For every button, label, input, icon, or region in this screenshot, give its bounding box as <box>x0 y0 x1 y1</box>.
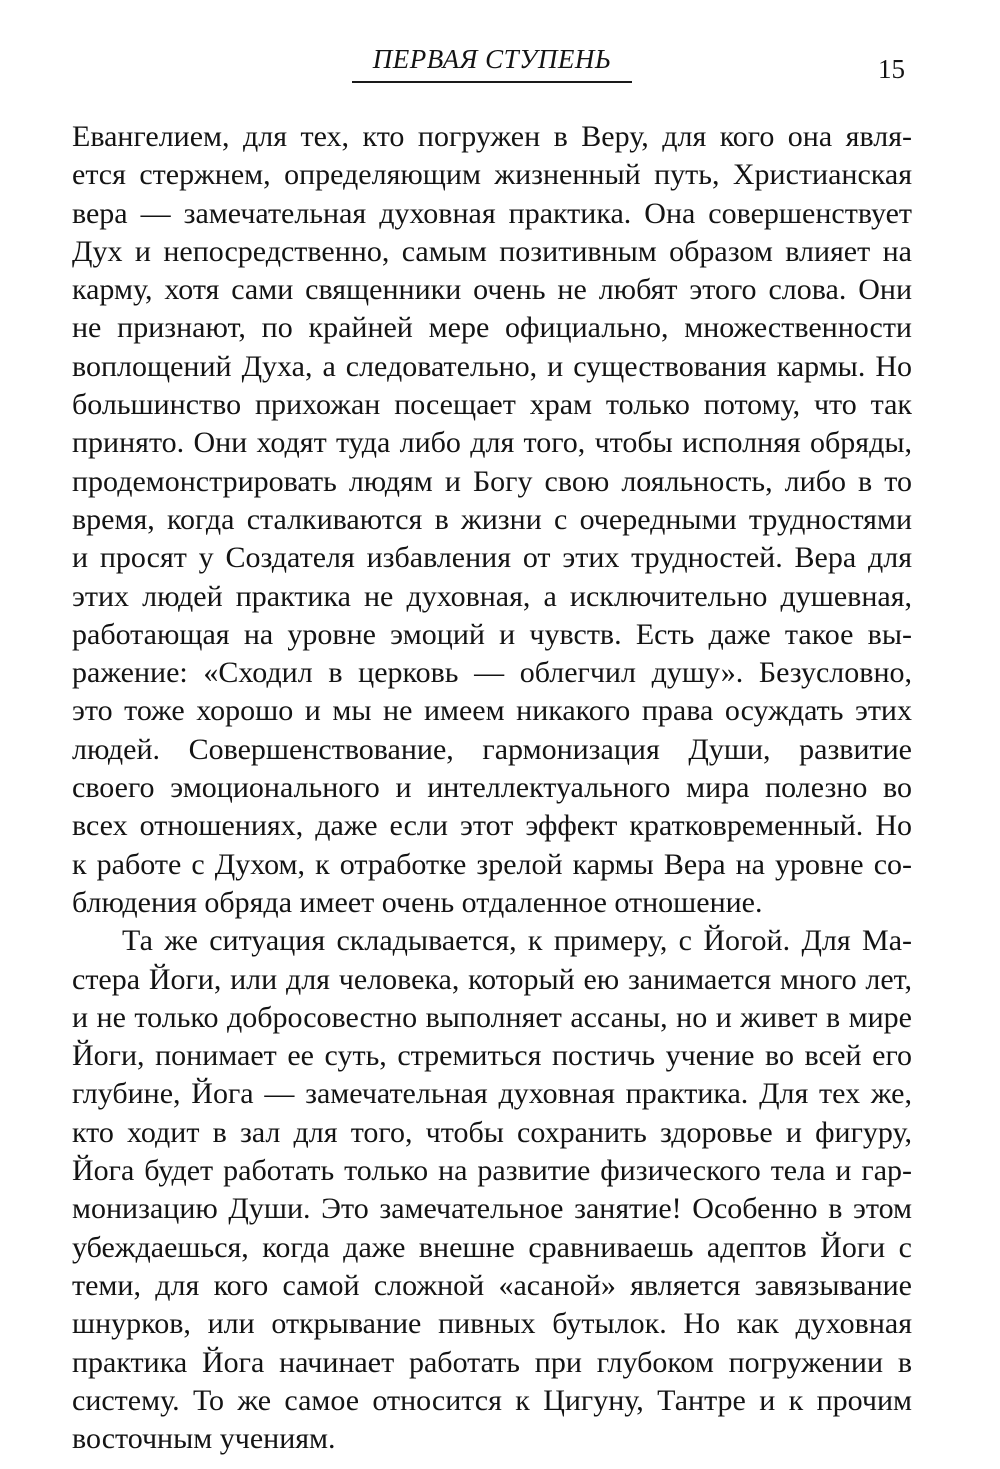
text-line: Дух и непосредственно, самым позитивным образом влияет на <box>72 234 912 268</box>
text-line: продемонстрировать людям и Богу свою лояльность, либо в то <box>72 464 912 498</box>
text-line: кто ходит в зал для того, чтобы сохранить здоровье и фигуру, <box>72 1115 912 1149</box>
text-line: людей. Совершенствование, гармонизация Души, развитие <box>72 732 912 766</box>
text-line: Евангелием, для тех, кто погружен в Веру, для кого она явля- <box>72 120 912 153</box>
text-line: восточным учениям. <box>72 1422 336 1456</box>
page-number: 15 <box>878 54 905 84</box>
text-line: Йога будет работать только на развитие физического тела и гар- <box>72 1154 912 1188</box>
text-line: монизацию Души. Это замечательное занятие! Особенно в этом <box>72 1192 912 1226</box>
paragraph-1 <box>72 118 912 922</box>
text-line: карму, хотя сами священники очень не любят этого слова. Они <box>72 273 912 307</box>
text-line: работающая на уровне эмоций и чувств. Есть даже такое вы- <box>72 617 912 651</box>
text-line: вера — замечательная духовная практика. Она совершенствует <box>72 196 912 230</box>
text-line: время, когда сталкиваются в жизни с очередными трудностями <box>72 502 912 536</box>
text-line: к работе с Духом, к отработке зрелой кармы Вера на уровне со- <box>72 847 912 881</box>
body-text <box>72 118 912 1458</box>
text-line: воплощений Духа, а следовательно, и существования кармы. Но <box>72 349 912 383</box>
text-line: стера Йоги, или для человека, который ею занимается много лет, <box>72 962 912 996</box>
text-line: всех отношениях, даже если этот эффект кратковременный. Но <box>72 809 912 843</box>
paragraph-2 <box>72 922 912 1458</box>
text-line: глубине, Йога — замечательная духовная практика. Для тех же, <box>72 1077 912 1111</box>
text-line: блюдения обряда имеет очень отдаленное отношение. <box>72 885 763 919</box>
text-line: не признают, по крайней мере официально, множественности <box>72 311 912 345</box>
text-line: шнурков, или открывание пивных бутылок. Но как духовная <box>72 1307 912 1341</box>
text-line: Та же ситуация складывается, к примеру, с Йогой. Для Ма- <box>122 924 912 958</box>
text-line: принято. Они ходят туда либо для того, чтобы исполняя обряды, <box>72 426 912 460</box>
text-line: и не только добросовестно выполняет ассаны, но и живет в мире <box>72 1000 912 1034</box>
text-line: убеждаешься, когда даже внешне сравниваешь адептов Йоги с <box>72 1230 912 1264</box>
text-line: и просят у Создателя избавления от этих трудностей. Вера для <box>72 541 912 575</box>
text-line: этих людей практика не духовная, а исключительно душевная, <box>72 579 912 613</box>
running-title: ПЕРВАЯ СТУПЕНЬ <box>352 44 632 83</box>
text-line: систему. То же самое относится к Цигуну, Тантре и к прочим <box>72 1383 912 1417</box>
text-line: это тоже хорошо и мы не имеем никакого права осуждать этих <box>72 694 912 728</box>
text-line: теми, для кого самой сложной «асаной» является завязывание <box>72 1268 912 1302</box>
text-line: ется стержнем, определяющим жизненный путь, Христианская <box>72 158 912 192</box>
text-line: Йоги, понимает ее суть, стремиться постичь учение во всей его <box>72 1039 912 1073</box>
text-line: ражение: «Сходил в церковь — облегчил душу». Безусловно, <box>72 656 912 690</box>
text-line: большинство прихожан посещает храм только потому, что так <box>72 388 912 422</box>
text-line: своего эмоционального и интеллектуального мира полезно во <box>72 771 912 805</box>
text-line: практика Йога начинает работать при глубоком погружении в <box>72 1345 912 1379</box>
